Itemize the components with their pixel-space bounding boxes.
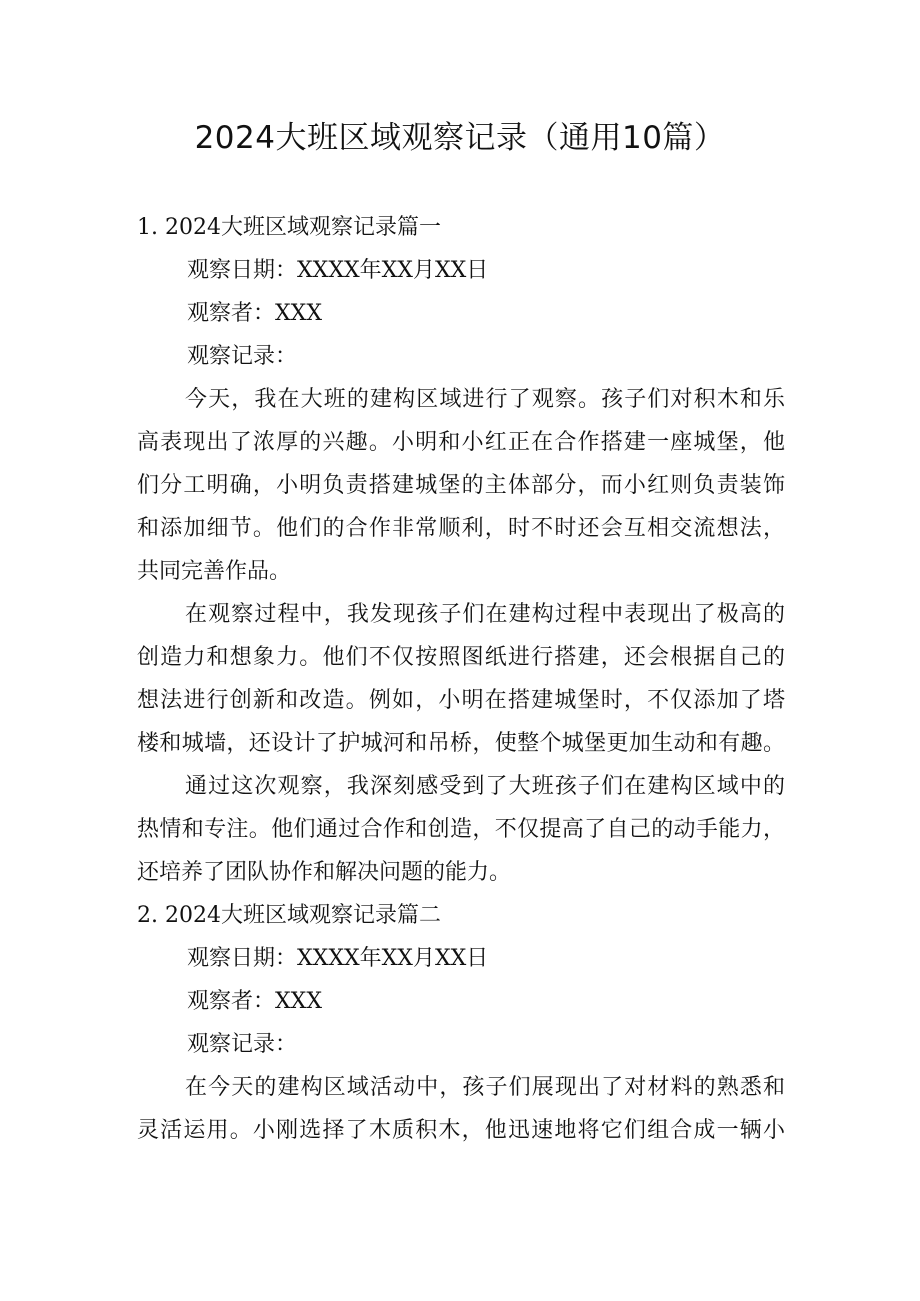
observer: 观察者：XXX xyxy=(187,989,322,1014)
paragraph-line: 灵活运用。小刚选择了木质积木，他迅速地将它们组合成一辆小 xyxy=(137,1118,785,1143)
observer: 观察者：XXX xyxy=(187,301,322,326)
document-body xyxy=(137,206,785,1152)
observation-date: 观察日期：XXXX年XX月XX日 xyxy=(187,946,489,971)
observation-date: 观察日期：XXXX年XX月XX日 xyxy=(187,258,489,283)
record-label: 观察记录： xyxy=(187,344,298,369)
paragraph-line: 高表现出了浓厚的兴趣。小明和小红正在合作搭建一座城堡，他 xyxy=(137,430,785,455)
paragraph-line: 通过这次观察，我深刻感受到了大班孩子们在建构区域中的 xyxy=(185,774,785,799)
paragraph xyxy=(137,1066,785,1152)
paragraph-line: 创造力和想象力。他们不仅按照图纸进行搭建，还会根据自己的 xyxy=(137,645,785,670)
paragraph-line: 想法进行创新和改造。例如，小明在搭建城堡时，不仅添加了塔 xyxy=(137,688,785,713)
paragraph-line: 在观察过程中，我发现孩子们在建构过程中表现出了极高的 xyxy=(185,602,785,627)
paragraph-line: 今天，我在大班的建构区域进行了观察。孩子们对积木和乐 xyxy=(185,387,785,412)
paragraph-line: 热情和专注。他们通过合作和创造，不仅提高了自己的动手能力， xyxy=(137,817,785,842)
section-heading: 2. 2024大班区域观察记录篇二 xyxy=(137,903,441,928)
paragraph xyxy=(137,593,785,765)
paragraph-line: 共同完善作品。 xyxy=(137,559,292,584)
document-title: 2024大班区域观察记录（通用10篇） xyxy=(194,120,726,156)
paragraph-line: 在今天的建构区域活动中，孩子们展现出了对材料的熟悉和 xyxy=(185,1075,785,1100)
paragraph-line: 们分工明确，小明负责搭建城堡的主体部分，而小红则负责装饰 xyxy=(137,473,785,498)
section-heading: 1. 2024大班区域观察记录篇一 xyxy=(137,215,441,240)
paragraph-line: 和添加细节。他们的合作非常顺利，时不时还会互相交流想法， xyxy=(137,516,785,541)
section-1 xyxy=(137,206,785,894)
paragraph-line: 还培养了团队协作和解决问题的能力。 xyxy=(137,860,512,885)
record-label: 观察记录： xyxy=(187,1032,298,1057)
paragraph-line: 楼和城墙，还设计了护城河和吊桥，使整个城堡更加生动和有趣。 xyxy=(137,731,785,756)
section-2 xyxy=(137,894,785,1152)
paragraph xyxy=(137,378,785,593)
paragraph xyxy=(137,765,785,894)
